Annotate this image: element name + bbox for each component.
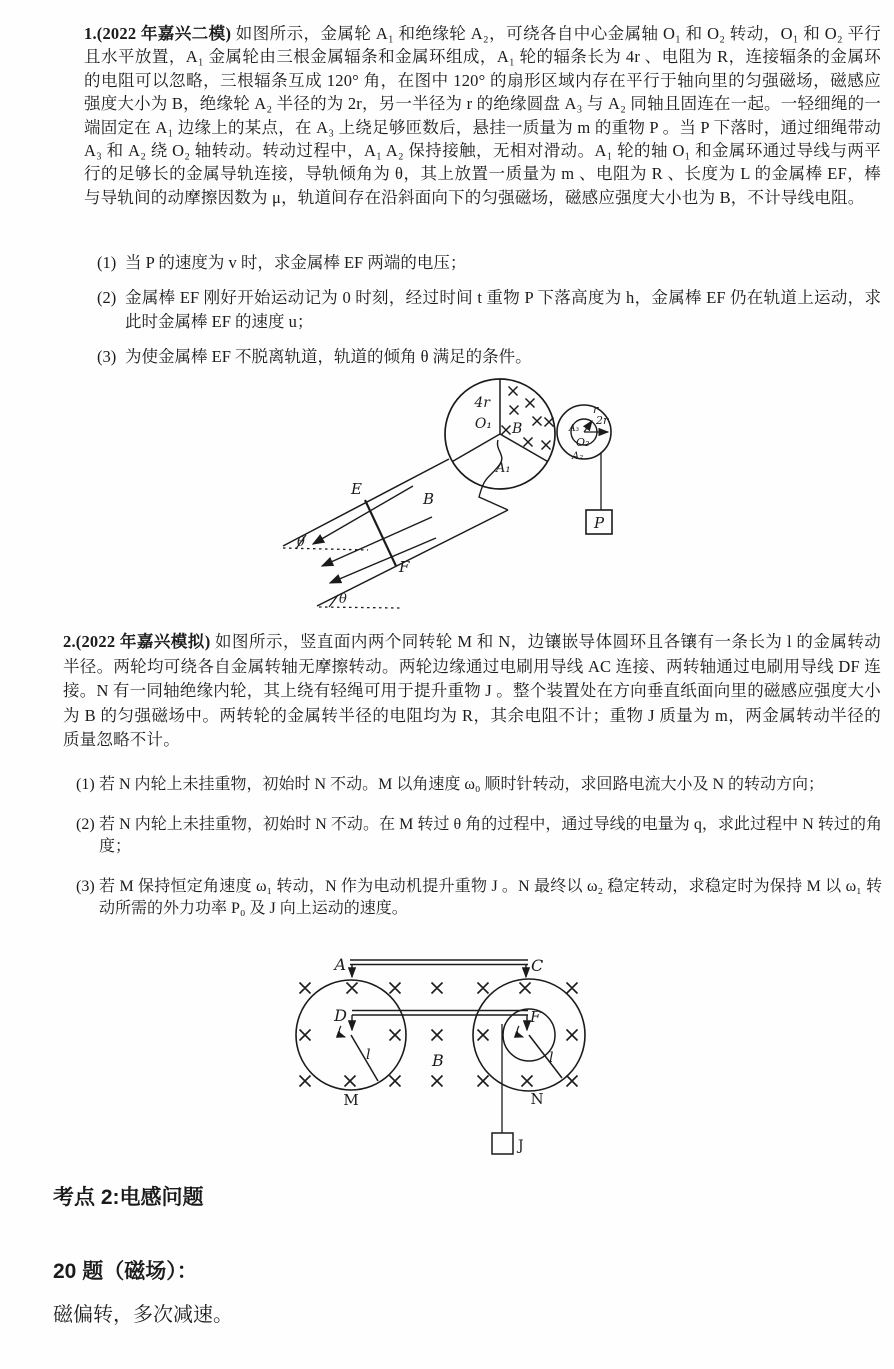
problem2-source-label: 2.(2022 年嘉兴模拟) bbox=[63, 632, 211, 651]
incline-angle-upper-label: θ bbox=[297, 535, 305, 550]
disc-a3-label: A₃ bbox=[569, 424, 580, 434]
axle-o1-label: O₁ bbox=[474, 416, 492, 432]
wheel-m-label: M bbox=[343, 1091, 359, 1109]
problem2-paragraph bbox=[63, 630, 881, 753]
spoke-length-label: 4r bbox=[474, 395, 490, 411]
question-text: 当 P 的速度为 v 时，求金属棒 EF 两端的电压； bbox=[125, 253, 467, 272]
horizontal-dashed-lower bbox=[319, 607, 400, 608]
problem1-body-text: 如图所示，金属轮 A₁ 和绝缘轮 A₂，可绕各自中心金属轴 O₁ 和 O₂ 转动，O₁ 和 O₂ 平行且水平放置，A₁ 金属轮由三根金属辐条和金属环组成，A₁ 轮的辐条长为 4r 、电阻为 R，连接辐条的金属环的电阻可以忽略，三根辐条互成 120° 角，在图中 120° 的扇形区域内存在平行于轴向里的匀强磁场，磁感应强度大小为 B，绝缘轮 A₂ 半径的为 2r，另一半径为 r 的绝缘圆盘 A₃ 与 A₂ 同轴且固连在一起。一轻细绳的一端固定在 A₁ 边缘上的某点，在 A₃ 上绕足够匝数后，悬挂一质量为 m 的重物 P 。当 P 下落时，通过细绳带动 A₃ 和 A₂ 绕 O₂ 轴转动。转动过程中，A₁ A₂ 保持接触，无相对滑动。A₁ 轮的轴 O₁ 和金属环通过导线与两平行的足够长的金属导轨连接，导轨倾角为 θ，其上放置一质量为 m 、电阻为 R 、长度为 L 的金属棒 EF，棒与导轨间的动摩擦因数为 μ，轨道间存在沿斜面向下的匀强磁场，磁感应强度大小也为 B，不计导线电阻。 bbox=[84, 24, 881, 207]
radius-r-arrow bbox=[584, 421, 592, 432]
question-number: (2) bbox=[97, 288, 117, 307]
rod-ef bbox=[365, 500, 396, 566]
footer-subheading: 20 题（磁场）： bbox=[53, 1260, 198, 1283]
wheel-n-radius bbox=[529, 1035, 562, 1078]
problem2-questions bbox=[76, 774, 882, 938]
question-text: 若 N 内轮上未挂重物，初始时 N 不动。在 M 转过 θ 角的过程中，通过导线的电量为 q，求此过程中 N 转过的角度； bbox=[99, 815, 882, 855]
disc-radius-label: r bbox=[593, 403, 599, 416]
weight-j-box bbox=[492, 1133, 513, 1154]
problem2-question-3 bbox=[76, 876, 882, 921]
question-text: 若 N 内轮上未挂重物，初始时 N 不动。M 以角速度 ω₀ 顺时针转动，求回路电流大小及 N 的转动方向； bbox=[99, 776, 825, 793]
question-number: (3) bbox=[76, 877, 95, 895]
question-text: 金属棒 EF 刚好开始运动记为 0 时刻，经过时间 t 重物 P 下落高度为 h，金属棒 EF 仍在轨道上运动，求此时金属棒 EF 的速度 u； bbox=[125, 288, 881, 331]
wheel-n-label: N bbox=[530, 1090, 544, 1108]
rod-f-label: F bbox=[399, 558, 410, 576]
problem2-question-1 bbox=[76, 774, 882, 797]
problem2-body-text: 如图所示，竖直面内两个同转轮 M 和 N，边镶嵌导体圆环且各镶有一条长为 l 的金属转动半径。两轮均可绕各自金属转轴无摩擦转动。两轮边缘通过电刷用导线 AC 连接、两转轴通过电刷用导线 DF 连接。N 有一同轴绝缘内轮，其上绕有轻绳可用于提升重物 J 。整个装置处在方向垂直纸面向里的磁感应强度大小为 B 的匀强磁场中。两转轮的金属转半径的电阻均为 R，其余电阻不计；重物 J 质量为 m，两金属转动半径的质量忽略不计。 bbox=[63, 632, 881, 749]
problem1-question-3 bbox=[97, 345, 881, 369]
problem1-diagram bbox=[265, 368, 685, 624]
radius-n-label: l bbox=[549, 1050, 554, 1066]
problem1-question-2 bbox=[97, 286, 881, 334]
problem1-questions bbox=[97, 251, 881, 380]
field-b-label: B bbox=[432, 1051, 444, 1070]
wheel-a1-label: A₁ bbox=[496, 461, 511, 476]
angle-arc-lower bbox=[329, 595, 338, 607]
problem1-question-1 bbox=[97, 251, 881, 275]
wheel-a1-spokes bbox=[452, 379, 547, 462]
question-text: 若 M 保持恒定角速度 ω₁ 转动，N 作为电动机提升重物 J 。N 最终以 ω₂ 稳定转动，求稳定时为保持 M 以 ω₁ 转动所需的外力功率 P₀ 及 J 向上运动的速度。 bbox=[99, 877, 882, 917]
question-number: (2) bbox=[76, 815, 95, 833]
axle-o2-label: O₂ bbox=[576, 436, 590, 449]
wheel-a2-label: A₂ bbox=[572, 451, 584, 462]
terminal-a-label: A bbox=[334, 955, 346, 974]
weight-j-label: J bbox=[518, 1138, 524, 1154]
problem2-question-2 bbox=[76, 814, 882, 859]
rod-e-label: E bbox=[351, 480, 362, 498]
question-number: (3) bbox=[97, 347, 117, 366]
incline-field-label: B bbox=[423, 490, 435, 508]
wheel-m-radius bbox=[351, 1035, 378, 1081]
wheel-m-axle-arrow bbox=[339, 1026, 345, 1037]
footer-note: 磁偏转，多次减速。 bbox=[53, 1304, 233, 1326]
wire-ac bbox=[350, 960, 528, 977]
weight-p-label: P bbox=[593, 514, 605, 532]
question-number: (1) bbox=[76, 776, 95, 793]
radius-m-label: l bbox=[366, 1047, 371, 1063]
question-text: 为使金属棒 EF 不脱离轨道，轨道的倾角 θ 满足的条件。 bbox=[125, 347, 532, 366]
terminal-c-label: C bbox=[531, 956, 544, 975]
terminal-d-label: D bbox=[334, 1006, 347, 1025]
section-heading: 考点 2:电感问题 bbox=[53, 1186, 204, 1209]
sector-field-label: B bbox=[512, 421, 523, 437]
problem1-source-label: 1.(2022 年嘉兴二模) bbox=[84, 24, 232, 43]
wheel2-radius-label: 2r bbox=[596, 414, 609, 427]
incline-field-arrows bbox=[313, 486, 436, 583]
problem2-diagram bbox=[272, 948, 662, 1160]
question-number: (1) bbox=[97, 253, 117, 272]
terminal-f-label: F bbox=[530, 1008, 541, 1026]
incline-angle-lower-label: θ bbox=[339, 592, 347, 607]
wheel-n-axle-arrow bbox=[517, 1026, 523, 1037]
problem1-paragraph bbox=[84, 22, 881, 209]
